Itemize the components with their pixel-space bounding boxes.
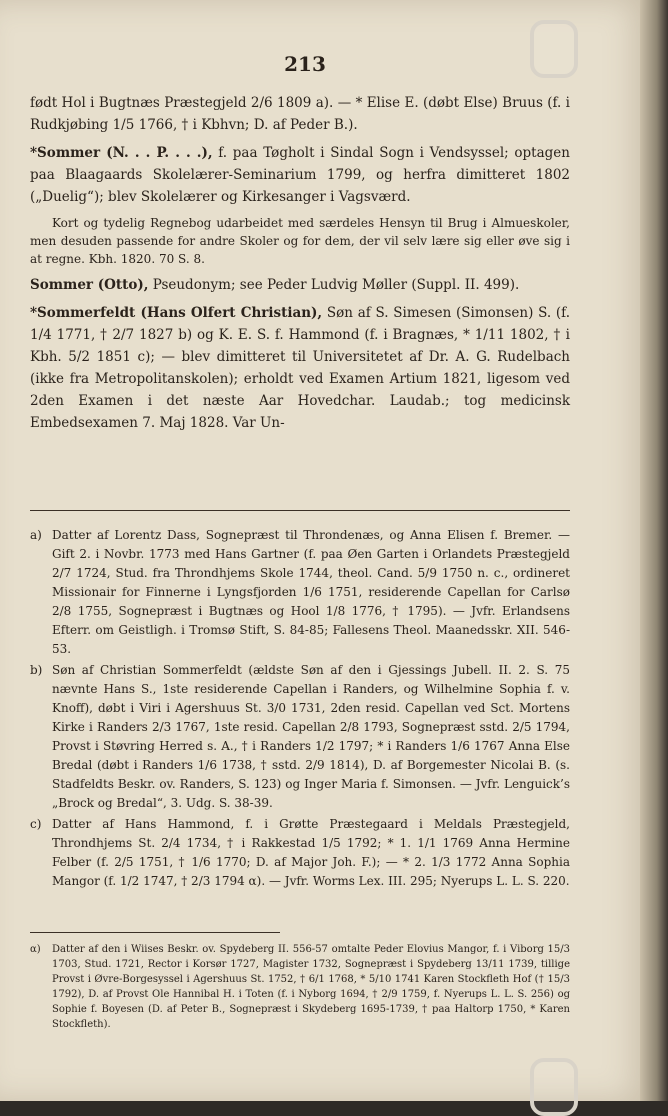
entry-sommer-n-p [30, 142, 570, 208]
entry-headword: *Sommer (N. . . P. . . .), [30, 145, 213, 161]
entry-headword: *Sommerfeldt (Hans Olfert Christian), [30, 305, 323, 321]
footnote-alpha [30, 942, 570, 1032]
entry-continuation [30, 92, 570, 136]
scan-clip-bottom [530, 1058, 578, 1116]
divider-rule [30, 510, 570, 511]
entry-sommer-otto [30, 274, 570, 296]
book-spine-edge [640, 0, 668, 1101]
main-text [30, 92, 570, 440]
footnote-rule [30, 932, 280, 933]
footnote-text: Datter af den i Wiises Beskr. ov. Spydeberg II. 556-57 omtalte Peder Elovius Mangor, f. i Viborg 15/3 1703, Stud. 1721, Rector i Korsør 1727, Magister 1732, Sognepræst i Spydeberg 13/11 1739, tillige Provst i Øvre-Borgesyssel i Agershuus St. 1752, † 6/1 1768, * 5/10 1741 Karen Stockfleth Hof († 15/3 1792), D. af Provst Ole Hannibal H. i Toten (f. i Nyborg 1694, † 2/9 1759, f. Nyerups L. L. S. 256) og Sophie f. Boyesen (D. af Peter B., Sognepræst i Skydeberg 1695-1739, † paa Haltorp 1750, * Karen Stockfleth). [52, 944, 570, 1030]
note-text: Datter af Lorentz Dass, Sognepræst til Throndenæs, og Anna Elisen f. Bremer. — Gift 2. i Novbr. 1773 med Hans Gartner (f. paa Øen Garten i Orlandets Præstegjeld 2/7 1724, Stud. fra Throndhjems Skole 1744, theol. Cand. 5/9 1750 n. c., ordineret Missionair for Finnerne i Lyngsfjorden 1/6 1751, residerende Capellan for Carlsø 2/8 1755, Sognepræst i Bugtnæs og Hool 1/8 1776, † 1795). — Jvfr. Erlandsens Efterr. om Geistligh. i Tromsø Stift, S. 84-85; Fallesens Theol. Maanedsskr. XII. 546-53. [52, 528, 570, 656]
entry-text: Pseudonym; see Peder Ludvig Møller (Suppl. II. 499). [148, 277, 520, 293]
entry-sommerfeldt [30, 302, 570, 434]
footnote-label: α) [30, 944, 41, 955]
scan-clip-top [530, 20, 578, 78]
entry-text: f. paa Tøgholt i Sindal Sogn i Vendsyssel; optagen paa Blaagaards Skolelærer-Seminarium 1799, og herfra dimitteret 1802 („Duelig“); blev Skolelærer og Kirkesanger i Vagsværd. [30, 145, 570, 205]
notes-section [30, 526, 570, 893]
note-a [30, 526, 570, 659]
note-text: Datter af Hans Hammond, f. i Grøtte Præstegaard i Meldals Præstegjeld, Throndhjems St. 2/4 1734, † i Rakkestad 1/5 1792; * 1. 1/1 1769 Anna Hermine Felber (f. 2/5 1751, † 1/6 1770; D. af Major Joh. F.); — * 2. 1/3 1772 Anna Sophia Mangor (f. 1/2 1747, † 2/3 1794 α). — Jvfr. Worms Lex. III. 295; Nyerups L. L. S. 220. [52, 817, 570, 888]
note-label: b) [30, 663, 43, 677]
entry-text: født Hol i Bugtnæs Præstegjeld 2/6 1809 a). — * Elise E. (døbt Else) Bruus (f. i Rudkjøbing 1/5 1766, † i Kbhvn; D. af Peder B.). [30, 95, 570, 133]
page-number: 213 [284, 52, 326, 76]
entry-text: Kort og tydelig Regnebog udarbeidet med særdeles Hensyn til Brug i Almueskoler, men desuden passende for andre Skoler og for dem, der vil selv lære sig eller øve sig i at regne. Kbh. 1820. 70 S. 8. [30, 216, 570, 266]
entry-text: Søn af S. Simesen (Simonsen) S. (f. 1/4 1771, † 2/7 1827 b) og K. E. S. f. Hammond (f. i Bragnæs, * 1/11 1802, † i Kbh. 5/2 1851 c); — blev dimitteret til Universitetet af Dr. A. G. Rudelbach (ikke fra Metropolitanskolen); erholdt ved Examen Artium 1821, ligesom ved 2den Examen i det næste Aar Hovedchar. Laudab.; tog medicinsk Embedsexamen 7. Maj 1828. Var Un- [30, 305, 570, 431]
entry-work-title [30, 214, 570, 268]
note-b [30, 661, 570, 813]
note-c [30, 815, 570, 891]
note-text: Søn af Christian Sommerfeldt (ældste Søn af den i Gjessings Jubell. II. 2. S. 75 nævnte Hans S., 1ste residerende Capellan i Randers, og Wilhelmine Sophia f. v. Knoff), døbt i Viri i Agershuus St. 3/0 1731, 2den resid. Capellan ved Sct. Mortens Kirke i Randers 2/3 1767, 1ste resid. Capellan 2/8 1793, Sognepræst sstd. 2/5 1794, Provst i Støvring Herred s. A., † i Randers 1/2 1797; * i Randers 1/6 1767 Anna Else Bredal (døbt i Randers 1/6 1738, † sstd. 2/9 1814), D. af Borgemester Nicolai B. (s. Stadfeldts Beskr. ov. Randers, S. 123) og Inger Maria f. Simonsen. — Jvfr. Lenguick’s „Brock og Bredal“, 3. Udg. S. 38-39. [52, 663, 570, 810]
entry-headword: Sommer (Otto), [30, 277, 149, 293]
note-label: c) [30, 817, 42, 831]
note-label: a) [30, 528, 42, 542]
